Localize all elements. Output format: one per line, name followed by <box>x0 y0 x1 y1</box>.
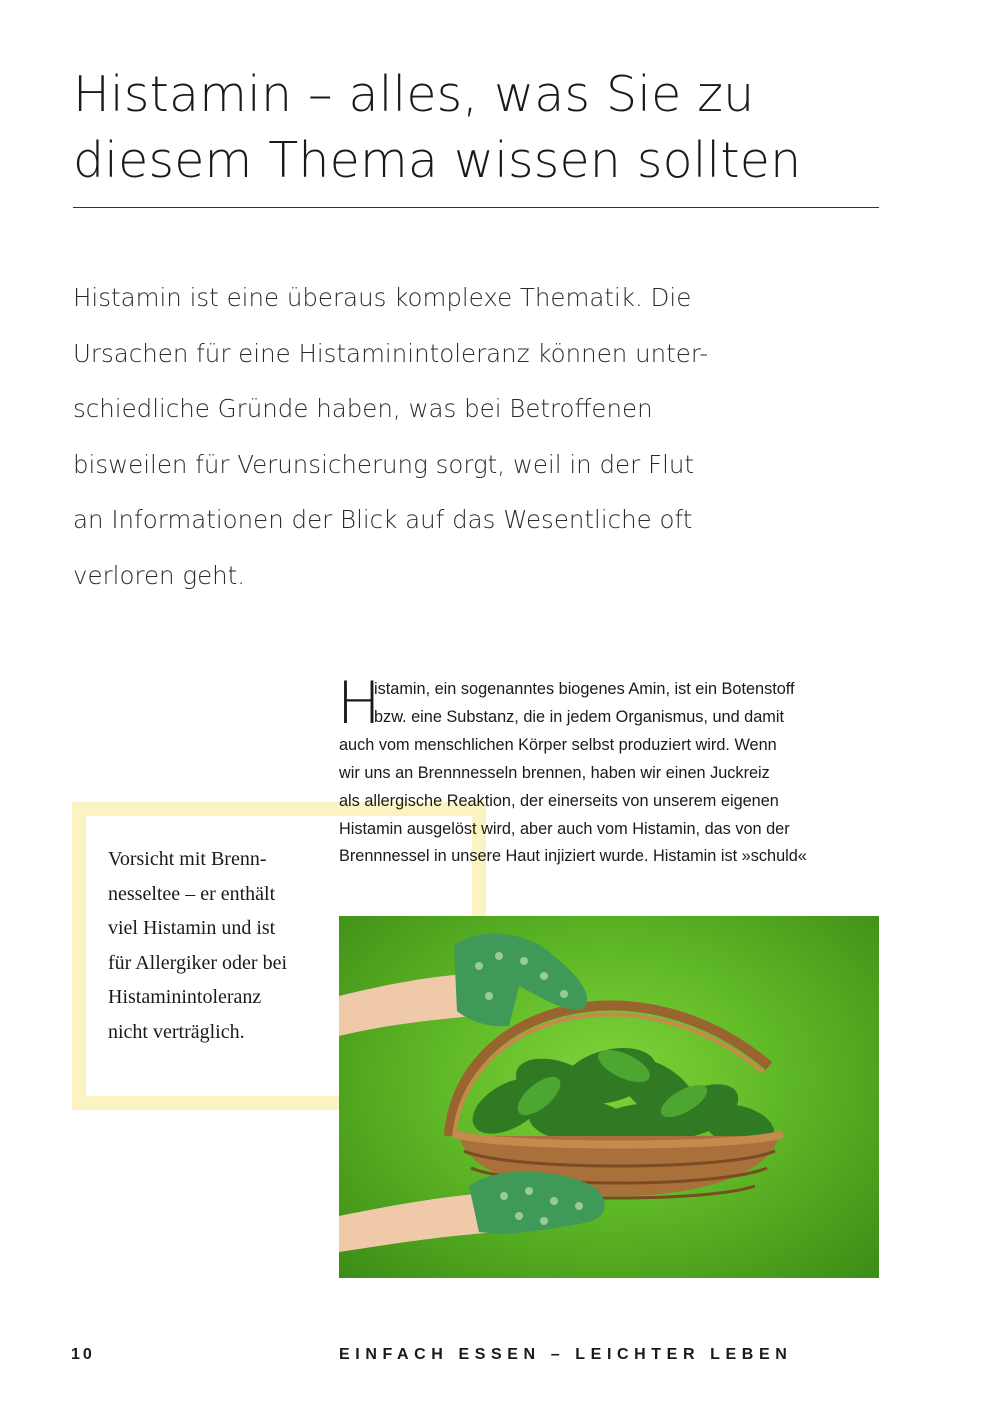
note-line: nicht verträglich. <box>108 1020 245 1043</box>
page-title <box>73 62 893 194</box>
page-number: 10 <box>71 1346 95 1363</box>
note-box-text <box>108 842 328 1049</box>
title-divider <box>73 207 879 208</box>
body-line: als allergische Reaktion, der einerseits von unserem eigenen <box>339 791 779 810</box>
note-line: viel Histamin und ist <box>108 917 276 939</box>
note-line: Histaminintoleranz <box>108 986 262 1008</box>
body-line: Brennnessel in unsere Haut injiziert wurde. Histamin ist »schuld« <box>339 847 807 866</box>
title-line: Histamin – alles, was Sie zu <box>73 66 755 123</box>
note-line: nesseltee – er enthält <box>108 882 276 905</box>
nettle-basket-illustration <box>339 916 879 1278</box>
upper-arm <box>339 974 474 1036</box>
lead-line: schiedliche Gründe haben, was bei Betroffenen <box>73 394 653 424</box>
lead-line: verloren geht. <box>73 560 246 590</box>
lead-line: Ursachen für eine Histaminintoleranz können unter- <box>73 338 709 368</box>
body-line: istamin, ein sogenanntes biogenes Amin, ist ein Botenstoff <box>374 680 795 698</box>
title-line: diesem Thema wissen sollten <box>73 132 802 189</box>
lead-line: bisweilen für Verunsicherung sorgt, weil in der Flut <box>73 449 695 479</box>
body-line: wir uns an Brennnesseln brennen, haben wir einen Juckreiz <box>339 763 770 782</box>
nettle-basket-photo <box>339 916 879 1278</box>
body-line: auch vom menschlichen Körper selbst produziert wird. Wenn <box>339 735 777 754</box>
lead-line: Histamin ist eine überaus komplexe Thematik. Die <box>73 283 692 312</box>
note-line: für Allergiker oder bei <box>108 951 288 974</box>
body-paragraph <box>337 669 884 871</box>
body-line: Histamin ausgelöst wird, aber auch vom Histamin, das von der <box>339 819 790 838</box>
running-footer: EINFACH ESSEN – LEICHTER LEBEN <box>339 1346 793 1363</box>
body-line: bzw. eine Substanz, die in jedem Organismus, und damit <box>374 707 784 726</box>
lead-paragraph <box>73 270 833 604</box>
note-line: Vorsicht mit Brenn- <box>108 848 267 870</box>
lead-line: an Informationen der Blick auf das Wesentliche oft <box>73 505 693 535</box>
drop-cap: H <box>337 669 381 737</box>
